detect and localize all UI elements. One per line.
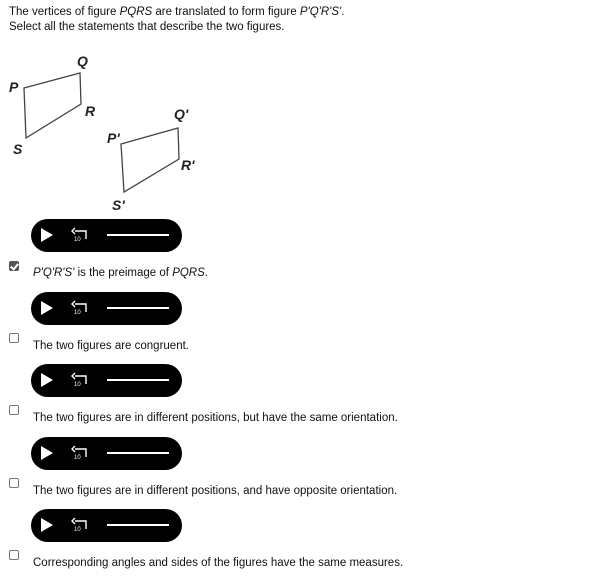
label-r-prime: R' [181, 157, 195, 173]
audio-player-option-2[interactable] [31, 364, 182, 397]
label-q-prime: Q' [174, 106, 189, 122]
play-icon[interactable] [41, 301, 53, 315]
translation-figure [0, 45, 230, 220]
option-2-text: The two figures are congruent. [33, 340, 189, 352]
svg-text:10: 10 [74, 310, 81, 316]
audio-player-option-4[interactable] [31, 509, 182, 542]
svg-text:10: 10 [74, 237, 81, 243]
option-4-text: The two figures are in different positions, and have opposite orientation. [33, 485, 398, 497]
rewind-10-icon[interactable] [71, 371, 91, 389]
option-3-text: The two figures are in different positions, but have the same orientation. [33, 412, 398, 424]
question-text [9, 5, 344, 35]
svg-text:10: 10 [74, 382, 81, 388]
audio-player-option-1[interactable] [31, 292, 182, 325]
label-q: Q [77, 53, 88, 69]
figure-pqrs-prime [121, 128, 179, 192]
play-icon[interactable] [41, 228, 53, 242]
play-icon[interactable] [41, 373, 53, 387]
option-1-checkbox[interactable] [9, 261, 19, 271]
label-r: R [85, 103, 96, 119]
label-s-prime: S' [112, 197, 125, 213]
svg-text:10: 10 [74, 527, 81, 533]
figure-pqrs [24, 73, 81, 138]
option-1-text: P'Q'R'S' is the preimage of PQRS. [33, 267, 208, 279]
progress-track[interactable] [107, 452, 169, 454]
play-icon[interactable] [41, 446, 53, 460]
option-4-checkbox[interactable] [9, 478, 19, 488]
progress-track[interactable] [107, 234, 169, 236]
option-5-text: Corresponding angles and sides of the figures have the same measures. [33, 557, 404, 569]
option-3-checkbox[interactable] [9, 405, 19, 415]
rewind-10-icon[interactable] [71, 516, 91, 534]
progress-track[interactable] [107, 307, 169, 309]
label-s: S [13, 141, 23, 157]
question-line-1: The vertices of figure PQRS are translated to form figure P'Q'R'S'. [9, 6, 345, 18]
audio-player-option-3[interactable] [31, 437, 182, 470]
audio-player-question[interactable] [31, 219, 182, 252]
play-icon[interactable] [41, 518, 53, 532]
svg-text:10: 10 [74, 455, 81, 461]
label-p: P [9, 79, 19, 95]
rewind-10-icon[interactable] [71, 444, 91, 462]
rewind-10-icon[interactable] [71, 226, 91, 244]
label-p-prime: P' [107, 130, 120, 146]
option-5-checkbox[interactable] [9, 550, 19, 560]
progress-track[interactable] [107, 379, 169, 381]
option-2-checkbox[interactable] [9, 333, 19, 343]
progress-track[interactable] [107, 524, 169, 526]
question-line-2: Select all the statements that describe the two figures. [9, 21, 285, 33]
rewind-10-icon[interactable] [71, 299, 91, 317]
